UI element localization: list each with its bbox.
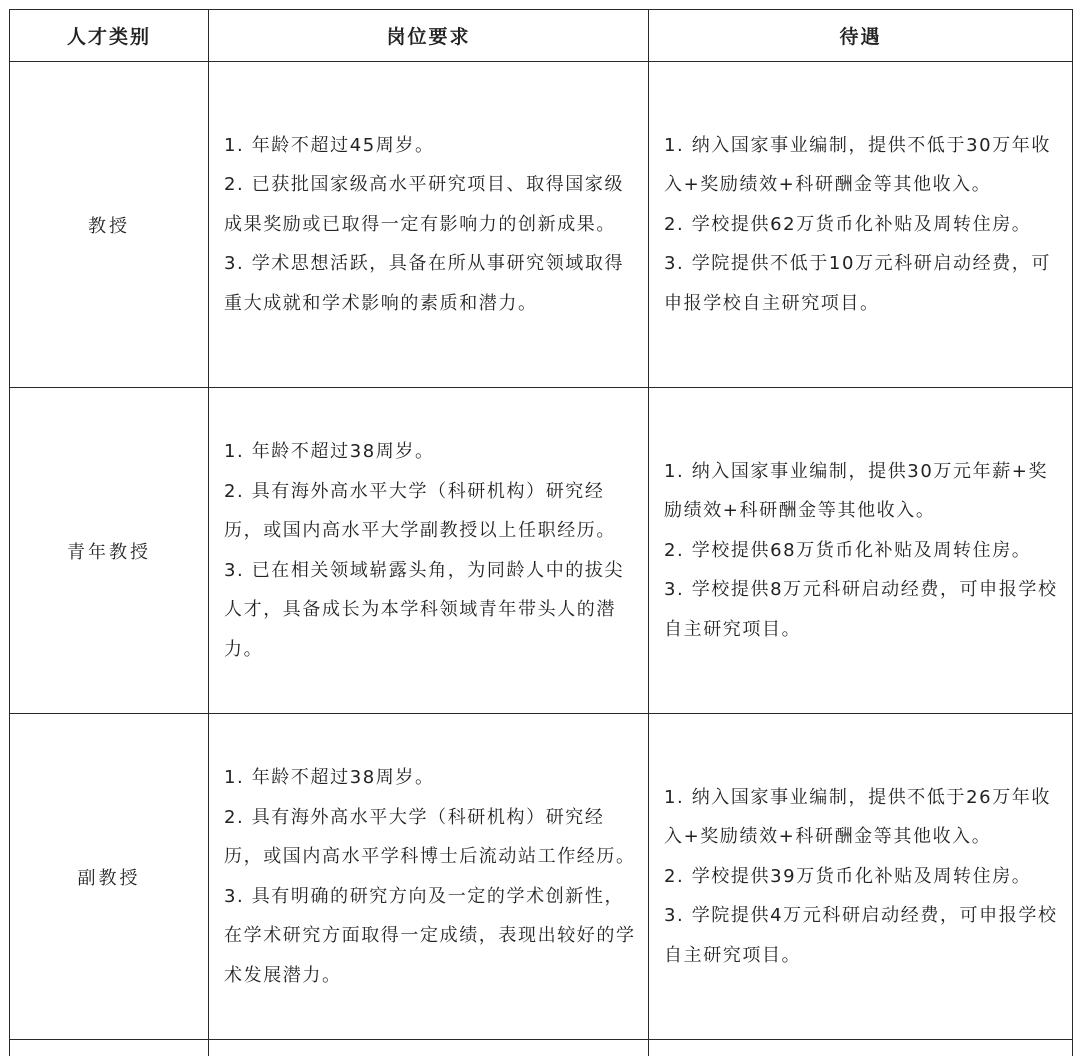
requirements-cell <box>209 714 649 1040</box>
empty-cell <box>10 1040 209 1056</box>
benefit-item: 3. 学院提供4万元科研启动经费，可申报学校自主研究项目。 <box>664 905 1058 966</box>
category-cell: 副教授 <box>10 714 209 1040</box>
header-row <box>10 10 1073 62</box>
benefits-cell <box>649 714 1073 1040</box>
requirement-item: 1. 年龄不超过38周岁。 <box>224 441 435 462</box>
requirements-cell <box>209 388 649 714</box>
table-row-professor <box>10 62 1073 388</box>
requirement-item: 1. 年龄不超过45周岁。 <box>224 134 435 156</box>
empty-cell <box>649 1040 1073 1056</box>
table-row-associate-professor <box>10 714 1073 1040</box>
talent-recruitment-table <box>9 9 1073 1056</box>
requirement-item: 3. 学术思想活跃，具备在所从事研究领域取得重大成就和学术影响的素质和潜力。 <box>224 253 625 314</box>
header-requirements: 岗位要求 <box>209 10 649 62</box>
requirements-cell <box>209 62 649 388</box>
benefits-cell <box>649 388 1073 714</box>
category-cell: 教授 <box>10 62 209 388</box>
benefit-item: 1. 纳入国家事业编制，提供30万元年薪+奖励绩效+科研酬金等其他收入。 <box>664 460 1049 522</box>
benefit-item: 2. 学校提供39万货币化补贴及周转住房。 <box>664 865 1032 887</box>
empty-cell <box>209 1040 649 1056</box>
requirement-item: 2. 具有海外高水平大学（科研机构）研究经历，或国内高水平大学副教授以上任职经历。 <box>224 480 616 541</box>
table-row-cutoff <box>10 1040 1073 1056</box>
benefit-item: 1. 纳入国家事业编制，提供不低于30万年收入+奖励绩效+科研酬金等其他收入。 <box>664 134 1051 196</box>
header-category: 人才类别 <box>10 10 209 62</box>
header-benefits: 待遇 <box>649 10 1073 62</box>
benefit-item: 3. 学院提供不低于10万元科研启动经费，可申报学校自主研究项目。 <box>664 253 1051 314</box>
requirement-item: 2. 具有海外高水平大学（科研机构）研究经历，或国内高水平学科博士后流动站工作经历。 <box>224 806 636 867</box>
requirement-item: 1. 年龄不超过38周岁。 <box>224 767 435 788</box>
benefit-item: 3. 学校提供8万元科研启动经费，可申报学校自主研究项目。 <box>664 579 1058 640</box>
requirement-item: 2. 已获批国家级高水平研究项目、取得国家级成果奖励或已取得一定有影响力的创新成果。 <box>224 174 625 235</box>
benefit-item: 1. 纳入国家事业编制，提供不低于26万年收入+奖励绩效+科研酬金等其他收入。 <box>664 786 1051 848</box>
benefit-item: 2. 学校提供62万货币化补贴及周转住房。 <box>664 213 1032 235</box>
benefit-item: 2. 学校提供68万货币化补贴及周转住房。 <box>664 539 1032 561</box>
benefits-cell <box>649 62 1073 388</box>
table-row-young-professor <box>10 388 1073 714</box>
requirement-item: 3. 具有明确的研究方向及一定的学术创新性，在学术研究方面取得一定成绩，表现出较好的学术发展潜力。 <box>224 885 636 986</box>
requirement-item: 3. 已在相关领域崭露头角，为同龄人中的拔尖人才，具备成长为本学科领域青年带头人的潜力。 <box>224 559 625 660</box>
category-cell: 青年教授 <box>10 388 209 714</box>
